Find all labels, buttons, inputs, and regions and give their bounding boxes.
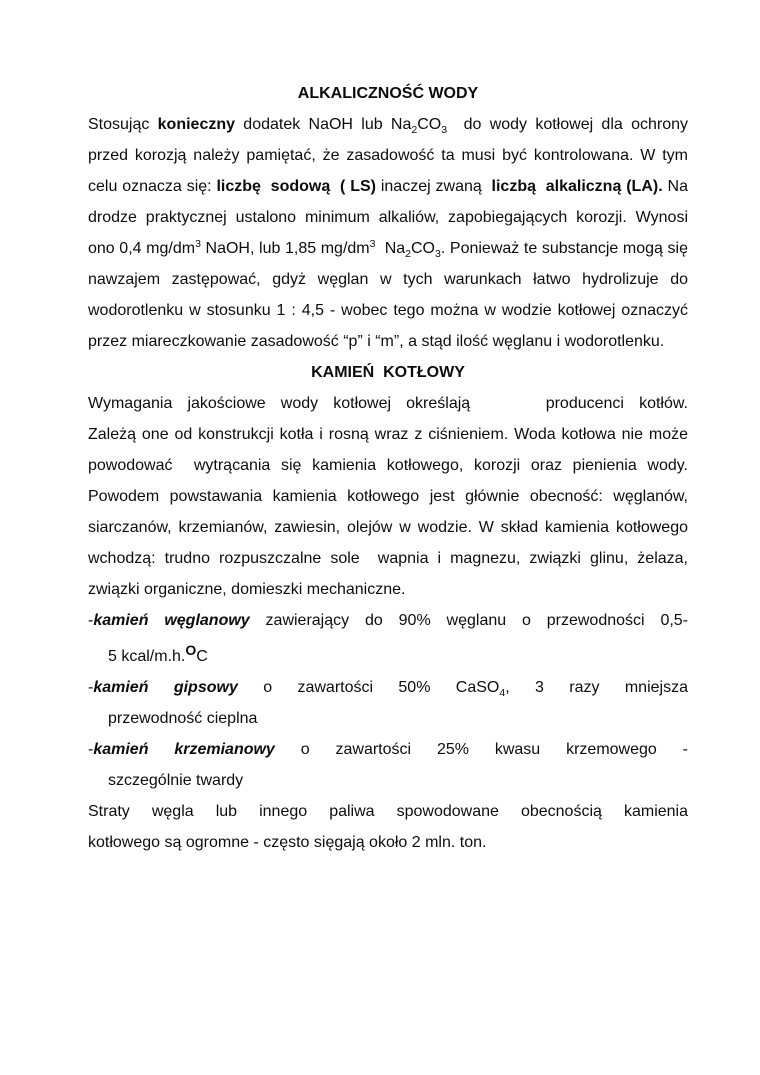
list-item-line	[88, 703, 688, 734]
text-run: o zawartości 50% CaSO	[237, 679, 500, 696]
heading-kamien-kotlowy: KAMIEŃ KOTŁOWY	[311, 364, 465, 381]
text-run-bold: liczbą alkaliczną (LA).	[491, 178, 663, 195]
subscript: 3	[441, 124, 448, 136]
list-item-kamien-weglanowy	[88, 605, 688, 672]
text-run: -	[88, 679, 94, 696]
text-run-bold-italic: kamień węglanowy	[93, 612, 250, 629]
text-run: kotłowego są ogromne - często sięgają około 2 mln. ton.	[88, 834, 487, 851]
list-item-kamien-gipsowy	[88, 672, 688, 734]
text-run: Na	[375, 240, 406, 257]
list-scale-types	[88, 605, 688, 796]
text-run: Stosując	[88, 116, 158, 133]
subscript: 2	[405, 248, 411, 260]
text-run: NaOH, lub 1,85 mg/dm	[200, 240, 370, 257]
document-content	[88, 78, 688, 858]
text-run: dodatek NaOH lub Na	[235, 116, 412, 133]
subscript: 2	[411, 124, 418, 136]
text-run: o zawartości 25% kwasu krzemowego -	[274, 741, 688, 758]
text-run-bold: konieczny	[157, 116, 236, 133]
text-run: , 3 razy mniejsza	[505, 679, 688, 696]
text-run: C	[196, 648, 208, 665]
paragraph-boiler-scale	[88, 419, 688, 605]
text-run: Na drodze praktycznej ustalono minimum alkaliów, zapobiegających korozji. Wynosi ono 0,4 mg/dm	[88, 178, 688, 257]
text-line	[88, 796, 688, 827]
list-item-line	[88, 672, 688, 703]
text-run: Wymagania jakościowe wody kotłowej określają producenci kotłów.	[88, 395, 688, 412]
text-run: -	[88, 612, 94, 629]
text-run: -	[88, 741, 94, 758]
superscript-degree-O: O	[185, 642, 197, 658]
text-run-bold-italic: kamień krzemianowy	[93, 741, 275, 758]
superscript: 3	[369, 238, 376, 250]
superscript: 3	[195, 238, 201, 250]
paragraph-alkalinity	[88, 109, 688, 357]
paragraph-coal-losses	[88, 796, 688, 858]
list-item-line	[88, 765, 688, 796]
subscript: 4	[499, 687, 506, 699]
text-run: . Ponieważ te substancje mogą się nawzajem zastępować, gdyż węglan w tych warunkach łatwo hydrolizuje do wodorotlenku w stosunku 1 : 4,5 - wobec tego można w wodzie kotłowej oznaczyć przez miareczkowanie zasadowość “p” i “m”, a stąd ilość węglanu i wodorotlenku.	[88, 240, 689, 350]
text-run-bold-italic: kamień gipsowy	[93, 679, 238, 696]
subscript: 3	[435, 248, 441, 260]
text-run: szczególnie twardy	[108, 772, 244, 789]
text-line	[88, 827, 688, 858]
text-run: 5 kcal/m.h.	[108, 648, 186, 665]
list-item-line	[88, 641, 688, 672]
text-run-bold: liczbę sodową ( LS)	[216, 178, 376, 195]
text-run: inaczej zwaną	[375, 178, 492, 195]
text-run: CO	[417, 116, 442, 133]
list-item-kamien-krzemianowy	[88, 734, 688, 796]
list-item-line	[88, 605, 688, 636]
paragraph-requirements-line	[88, 388, 688, 419]
text-run: CO	[411, 240, 435, 257]
list-item-line	[88, 734, 688, 765]
heading-alkalicznosc-wody: ALKALICZNOŚĆ WODY	[297, 85, 479, 102]
text-run: Zależą one od konstrukcji kotła i rosną wraz z ciśnieniem. Woda kotłowa nie może powodować wytrącania się kamienia kotłowego, korozji oraz pienienia wody. Powodem powstawania kamienia kotłowego jest głównie obecność: węglanów, siarczanów, krzemianów, zawiesin, olejów w wodzie. W skład kamienia kotłowego wchodzą: trudno rozpuszczalne sole wapnia i magnezu, związki glinu, żelaza, związki organiczne, domieszki mechaniczne.	[88, 426, 688, 598]
text-run: do wody kotłowej dla ochrony przed korozją należy pamiętać, że zasadowość ta musi być kontrolowana. W tym celu oznacza się:	[88, 116, 688, 195]
text-run: zawierający do 90% węglanu o przewodności 0,5-	[249, 612, 689, 629]
text-run: Straty węgla lub innego paliwa spowodowane obecnością kamienia	[88, 803, 688, 820]
text-run: przewodność cieplna	[108, 710, 258, 727]
